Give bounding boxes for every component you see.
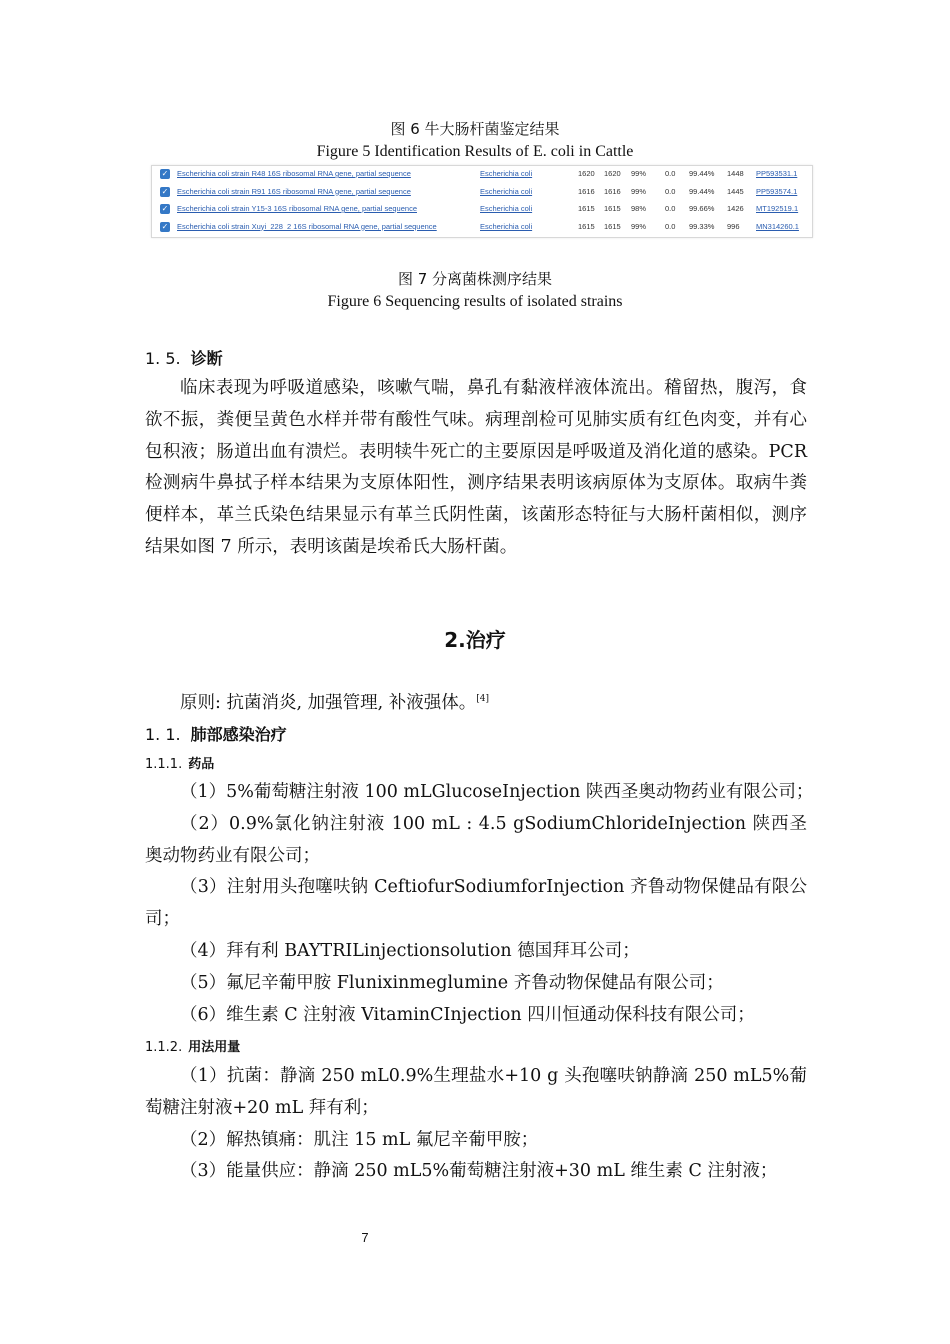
query-cover: 98% [631,204,647,213]
citation-ref[interactable]: [4] [476,694,489,704]
sequence-description-link[interactable]: Escherichia coli strain Xuyi_228_2 16S ribosomal RNA gene, partial sequence [177,221,437,231]
accession-link[interactable]: MT192519.1 [756,204,799,213]
percent-identity: 99.44% [689,186,715,196]
diagnosis-paragraph: 临床表现为呼吸道感染，咳嗽气喘，鼻孔有黏液样液体流出。稽留热，腹泻，食欲不振，粪便呈黄色水样并带有酸性气味。病理剖检可见肺实质有红色肉变，并有心包积液；肠道出血有溃烂。表明犊牛死亡的主要原因是呼吸道及消化道的感染。PCR 检测病牛鼻拭子样本结果为支原体阳性，测序结果表明该病原体为支原体。取病牛粪便样本，革兰氏染色结果显示有革兰氏阴性菌，该菌形态特征与大肠杆菌相似，测序结果如图 7 所示，表明该菌是埃希氏大肠杆菌。 [145,378,807,557]
total-score: 1616 [604,186,621,196]
accession-length: 1445 [727,186,744,196]
checkbox-checked-icon[interactable]: ✓ [161,186,169,196]
percent-identity: 99.66% [689,204,715,213]
figure-6-caption-en: Figure 5 Identification Results of E. coli in Cattle [316,143,634,160]
section-number: 1. 5. [145,349,181,368]
list-item: （2）解热镇痛：肌注 15 mL 氟尼辛葡甲胺； [180,1129,539,1150]
e-value: 0.0 [665,186,676,196]
max-score: 1615 [578,204,595,213]
max-score: 1616 [578,186,595,196]
query-cover: 99% [631,186,647,196]
section-number: 1.1.1. [145,757,183,772]
total-score: 1615 [604,204,621,213]
accession-link[interactable]: PP593531.1 [756,169,798,178]
figure-7-caption-en: Figure 6 Sequencing results of isolated strains [327,293,623,310]
list-item: （6）维生素 C 注射液 VitaminCInjection 四川恒通动保科技有限公司； [180,1004,755,1025]
accession-link[interactable]: MN314260.1 [756,221,799,231]
list-item: （3）能量供应：静滴 250 mL5%葡萄糖注射液+30 mL 维生素 C 注射液； [180,1161,778,1182]
total-score: 1620 [604,169,621,178]
list-item: （5）氟尼辛葡甲胺 Flunixinmeglumine 齐鲁动物保健品有限公司； [180,972,724,993]
dosage-list [145,1061,807,1188]
section-title: 药品 [188,757,215,772]
total-score: 1615 [604,221,621,231]
e-value: 0.0 [665,169,676,178]
query-cover: 99% [631,221,647,231]
accession-link[interactable]: PP593574.1 [756,186,798,196]
e-value: 0.0 [665,221,676,231]
list-item: （2）0.9%氯化钠注射液 100 mL : 4.5 gSodiumChlorideInjection 陕西圣奥动物药业有限公司； [145,813,807,866]
sequence-description-link[interactable]: Escherichia coli strain Y15-3 16S ribosomal RNA gene, partial sequence [177,204,417,213]
sequence-description-link[interactable]: Escherichia coli strain R48 16S ribosomal RNA gene, partial sequence [177,169,411,178]
page-number: 7 [361,1230,369,1245]
subsection-heading-drugs [145,753,214,772]
section-title: 肺部感染治疗 [190,725,287,744]
scientific-name-link[interactable]: Escherichia coli [480,169,533,178]
e-value: 0.0 [665,204,676,213]
checkbox-checked-icon[interactable]: ✓ [161,221,169,231]
table-row [152,166,812,183]
table-row [152,219,812,236]
section-number: 1.1.2. [145,1040,183,1055]
section-number: 1. 1. [145,725,181,744]
section-title: 用法用量 [188,1040,241,1055]
figure-7-caption-cn: 图 7 分离菌株测序结果 [397,270,553,288]
percent-identity: 99.44% [689,169,715,178]
list-item: （1）抗菌：静滴 250 mL0.9%生理盐水+10 g 头孢噻呋钠静滴 250 mL5%葡萄糖注射液+20 mL 拜有利； [145,1066,807,1118]
sequence-description-link[interactable]: Escherichia coli strain R91 16S ribosomal RNA gene, partial sequence [177,186,411,196]
principle-text: 原则: 抗菌消炎, 加强管理, 补液强体。 [180,692,477,713]
accession-length: 1426 [727,204,744,213]
query-cover: 99% [631,169,647,178]
checkbox-checked-icon[interactable]: ✓ [161,204,169,213]
section-title: 诊断 [190,349,223,368]
figure-6-caption-cn: 图 6 牛大肠杆菌鉴定结果 [390,120,560,138]
accession-length: 996 [727,221,740,231]
scientific-name-link[interactable]: Escherichia coli [480,186,533,196]
section-heading-lung-treatment [145,722,287,745]
treatment-principle [180,684,842,720]
sequence-results-table [151,165,813,238]
list-item: （1）5%葡萄糖注射液 100 mLGlucoseInjection 陕西圣奥动物药业有限公司； [180,782,814,802]
list-item: （4）拜有利 BAYTRILinjectionsolution 德国拜耳公司； [180,940,640,961]
max-score: 1620 [578,169,595,178]
checkbox-checked-icon[interactable]: ✓ [161,169,169,178]
percent-identity: 99.33% [689,221,715,231]
table-row [152,184,812,201]
scientific-name-link[interactable]: Escherichia coli [480,221,533,231]
drug-list [145,777,814,1031]
section-heading-diagnosis [145,346,223,369]
subsection-heading-dosage [145,1036,240,1055]
chapter-title-treatment: 2.治疗 [444,628,506,652]
accession-length: 1448 [727,169,744,178]
scientific-name-link[interactable]: Escherichia coli [480,204,533,213]
max-score: 1615 [578,221,595,231]
list-item: （3）注射用头孢噻呋钠 CeftiofurSodiumforInjection 齐鲁动物保健品有限公司； [145,877,807,930]
table-row [152,201,812,218]
